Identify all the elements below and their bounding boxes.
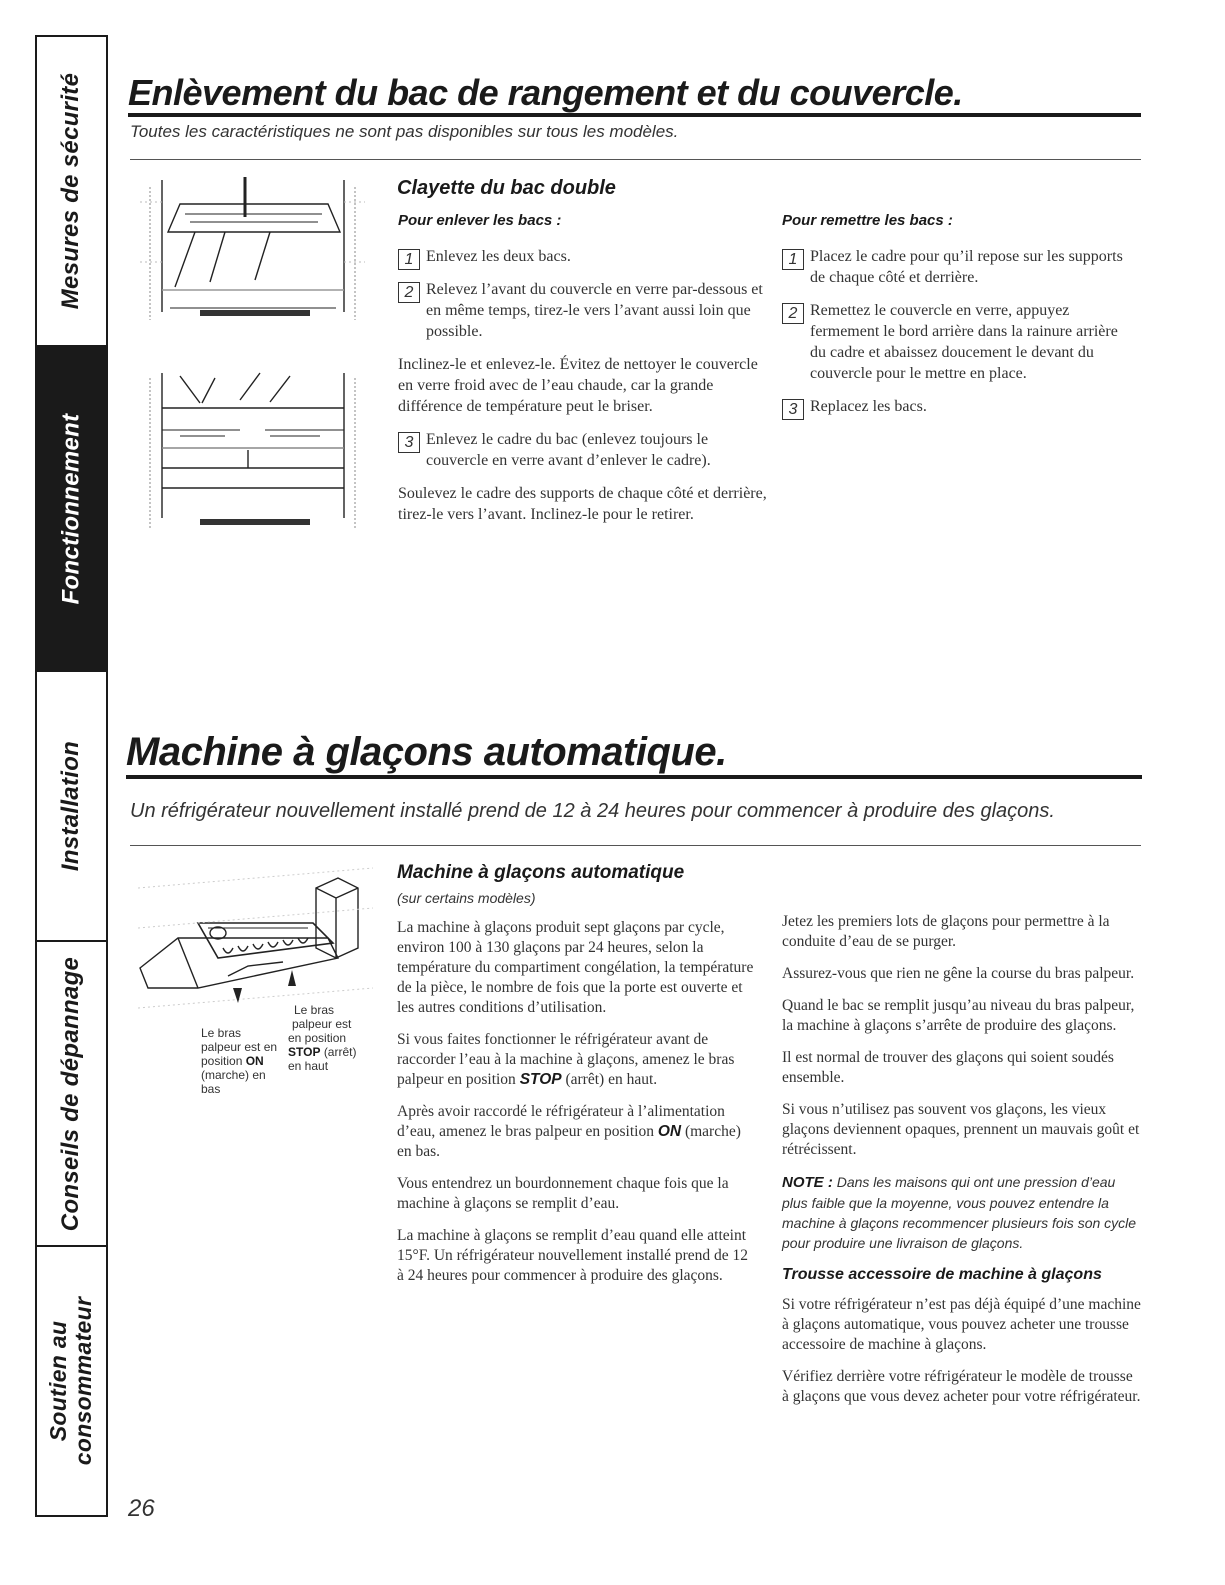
page-number: 26 — [128, 1495, 155, 1522]
tab-mesures-de-securite[interactable] — [37, 37, 106, 347]
label-line: palpeur est en — [201, 1040, 278, 1054]
text: Si vous faites fonctionner le réfrigérateur avant de raccorder l’eau à la machine à glaçons, amenez le bras palpeur en position — [397, 1031, 735, 1088]
step-text: Enlevez le cadre du bac (enlevez toujours le couvercle en verre avant d’enlever le cadre). — [426, 431, 711, 469]
stop-keyword: STOP — [519, 1071, 562, 1088]
label-line: en position — [288, 1031, 347, 1045]
remove-instructions — [398, 246, 768, 537]
tab-label: Installation — [57, 740, 85, 872]
section-title: Enlèvement du bac de rangement et du couvercle. — [128, 72, 963, 113]
section-subtitle: Toutes les caractéristiques ne sont pas disponibles sur tous les modèles. — [130, 122, 679, 141]
paragraph: La machine à glaçons produit sept glaçons par cycle, environ 100 à 130 glaçons par 24 heures, selon la température du compartiment congélation, la température de la pièce, le nombre de fois que la porte est ouverte et les autres conditions d’utilisation. — [397, 919, 754, 1016]
note-keyword: NOTE : — [782, 1174, 833, 1191]
kit-heading: Trousse accessoire de machine à glaçons — [782, 1266, 1102, 1283]
step-number: 1 — [782, 249, 804, 270]
ice-maker-col2 — [782, 912, 1142, 1419]
stop-keyword: STOP — [288, 1045, 321, 1059]
tab-conseils-de-depannage[interactable] — [37, 942, 106, 1247]
divider — [130, 845, 1141, 846]
label-line — [288, 1045, 356, 1059]
arm-up-label — [288, 1003, 356, 1073]
text: (arrêt) en haut. — [561, 1071, 658, 1088]
step-text: Remettez le couvercle en verre, appuyez fermement le bord arrière dans la rainure arrière du cadre et abaissez doucement le devant du couvercle pour le mettre en place. — [810, 302, 1118, 382]
paragraph — [397, 1030, 757, 1090]
paragraph: Si votre réfrigérateur n’est pas déjà équipé d’une machine à glaçons automatique, vous pouvez acheter une trousse accessoire de machine à glaçons. — [782, 1296, 1141, 1353]
label-line: en haut — [288, 1059, 329, 1073]
label-text: position — [201, 1054, 243, 1068]
sidebar-nav — [35, 35, 108, 1517]
paragraph: Si vous n’utilisez pas souvent vos glaçons, les vieux glaçons deviennent opaques, prennent un mauvais goût et rétrécissent. — [782, 1101, 1140, 1158]
subsection-heading: Machine à glaçons automatique — [397, 862, 685, 883]
step-number: 2 — [398, 282, 420, 303]
label-text: (arrêt) — [323, 1045, 357, 1059]
on-keyword: ON — [245, 1054, 264, 1068]
subsection-note: (sur certains modèles) — [397, 890, 536, 906]
step-number: 3 — [398, 432, 420, 453]
paragraph — [397, 1102, 757, 1162]
step-text: Replacez les bacs. — [810, 398, 927, 415]
label-line — [201, 1054, 277, 1068]
step-number: 3 — [782, 399, 804, 420]
tab-fonctionnement[interactable] — [37, 347, 106, 672]
arm-down-label — [201, 1026, 277, 1096]
label-line: (marche) en — [201, 1068, 266, 1082]
step-number: 2 — [782, 303, 804, 324]
step-text: Placez le cadre pour qu’il repose sur les supports de chaque côté et derrière. — [810, 248, 1123, 286]
step-text: Relevez l’avant du couvercle en verre par-dessous et en même temps, tirez-le vers l’avant aussi loin que possible. — [426, 281, 763, 340]
paragraph: Inclinez-le et enlevez-le. Évitez de nettoyer le couvercle en verre froid avec de l’eau chaude, car la grande différence de température peut le briser. — [398, 356, 758, 415]
text: Après avoir raccordé le réfrigérateur à l’alimentation d’eau, amenez le bras palpeur en position — [397, 1103, 725, 1140]
label-line: Le bras — [201, 1026, 242, 1040]
tab-soutien-au-consommateur[interactable] — [37, 1247, 106, 1515]
label-line: bas — [201, 1082, 221, 1096]
glass-cover-illustration — [140, 368, 365, 538]
tab-label: Conseils de dépannage — [57, 956, 85, 1231]
title-rule — [128, 113, 1141, 117]
step-item — [398, 279, 768, 342]
replace-heading: Pour remettre les bacs : — [782, 212, 953, 229]
step-item — [782, 300, 1132, 384]
text: (marche) en bas. — [397, 1123, 741, 1160]
remove-heading: Pour enlever les bacs : — [398, 212, 562, 229]
tab-label: Soutien au consommateur — [45, 1296, 97, 1466]
tab-installation[interactable] — [37, 672, 106, 942]
paragraph: Vous entendrez un bourdonnement chaque fois que la machine à glaçons se remplit d’eau. — [397, 1175, 729, 1212]
paragraph: Jetez les premiers lots de glaçons pour permettre à la conduite d’eau de se purger. — [782, 913, 1110, 950]
paragraph: Il est normal de trouver des glaçons qui soient soudés ensemble. — [782, 1049, 1114, 1086]
step-item — [782, 396, 1132, 417]
step-item — [398, 429, 768, 471]
paragraph: Soulevez le cadre des supports de chaque côté et derrière, tirez-le vers l’avant. Inclinez-le pour le retirer. — [398, 485, 767, 523]
tab-label: Mesures de sécurité — [57, 72, 85, 310]
title-rule — [126, 775, 1142, 779]
drawer-shelf-illustration — [140, 172, 365, 330]
paragraph: Assurez-vous que rien ne gêne la course du bras palpeur. — [782, 965, 1135, 982]
section-title: Machine à glaçons automatique. — [126, 730, 727, 774]
label-line: palpeur est — [292, 1017, 352, 1031]
paragraph: Vérifiez derrière votre réfrigérateur le modèle de trousse à glaçons que vous devez acheter pour votre réfrigérateur. — [782, 1368, 1141, 1405]
step-item — [398, 246, 768, 267]
paragraph: La machine à glaçons se remplit d’eau quand elle atteint 15°F. Un réfrigérateur nouvellement installé prend de 12 à 24 heures pour commencer à produire des glaçons. — [397, 1227, 749, 1284]
ice-maker-col1 — [397, 918, 757, 1298]
step-number: 1 — [398, 249, 420, 270]
paragraph: Quand le bac se remplit jusqu’au niveau du bras palpeur, la machine à glaçons s’arrête de produire des glaçons. — [782, 997, 1135, 1034]
subsection-heading: Clayette du bac double — [397, 177, 616, 199]
replace-instructions — [782, 246, 1132, 429]
section-subtitle: Un réfrigérateur nouvellement installé prend de 12 à 24 heures pour commencer à produire des glaçons. — [130, 800, 1055, 822]
note-paragraph — [782, 1172, 1142, 1253]
label-line: Le bras — [294, 1003, 335, 1017]
divider — [130, 159, 1141, 160]
note-text: Dans les maisons qui ont une pression d’eau plus faible que la moyenne, vous pouvez entendre la machine à glaçons recommencer plusieurs fois son cycle pour produire une livraison de glaçons. — [782, 1174, 1137, 1251]
tab-label: Fonctionnement — [57, 413, 85, 604]
step-item — [782, 246, 1132, 288]
step-text: Enlevez les deux bacs. — [426, 248, 571, 265]
on-keyword: ON — [657, 1123, 682, 1140]
